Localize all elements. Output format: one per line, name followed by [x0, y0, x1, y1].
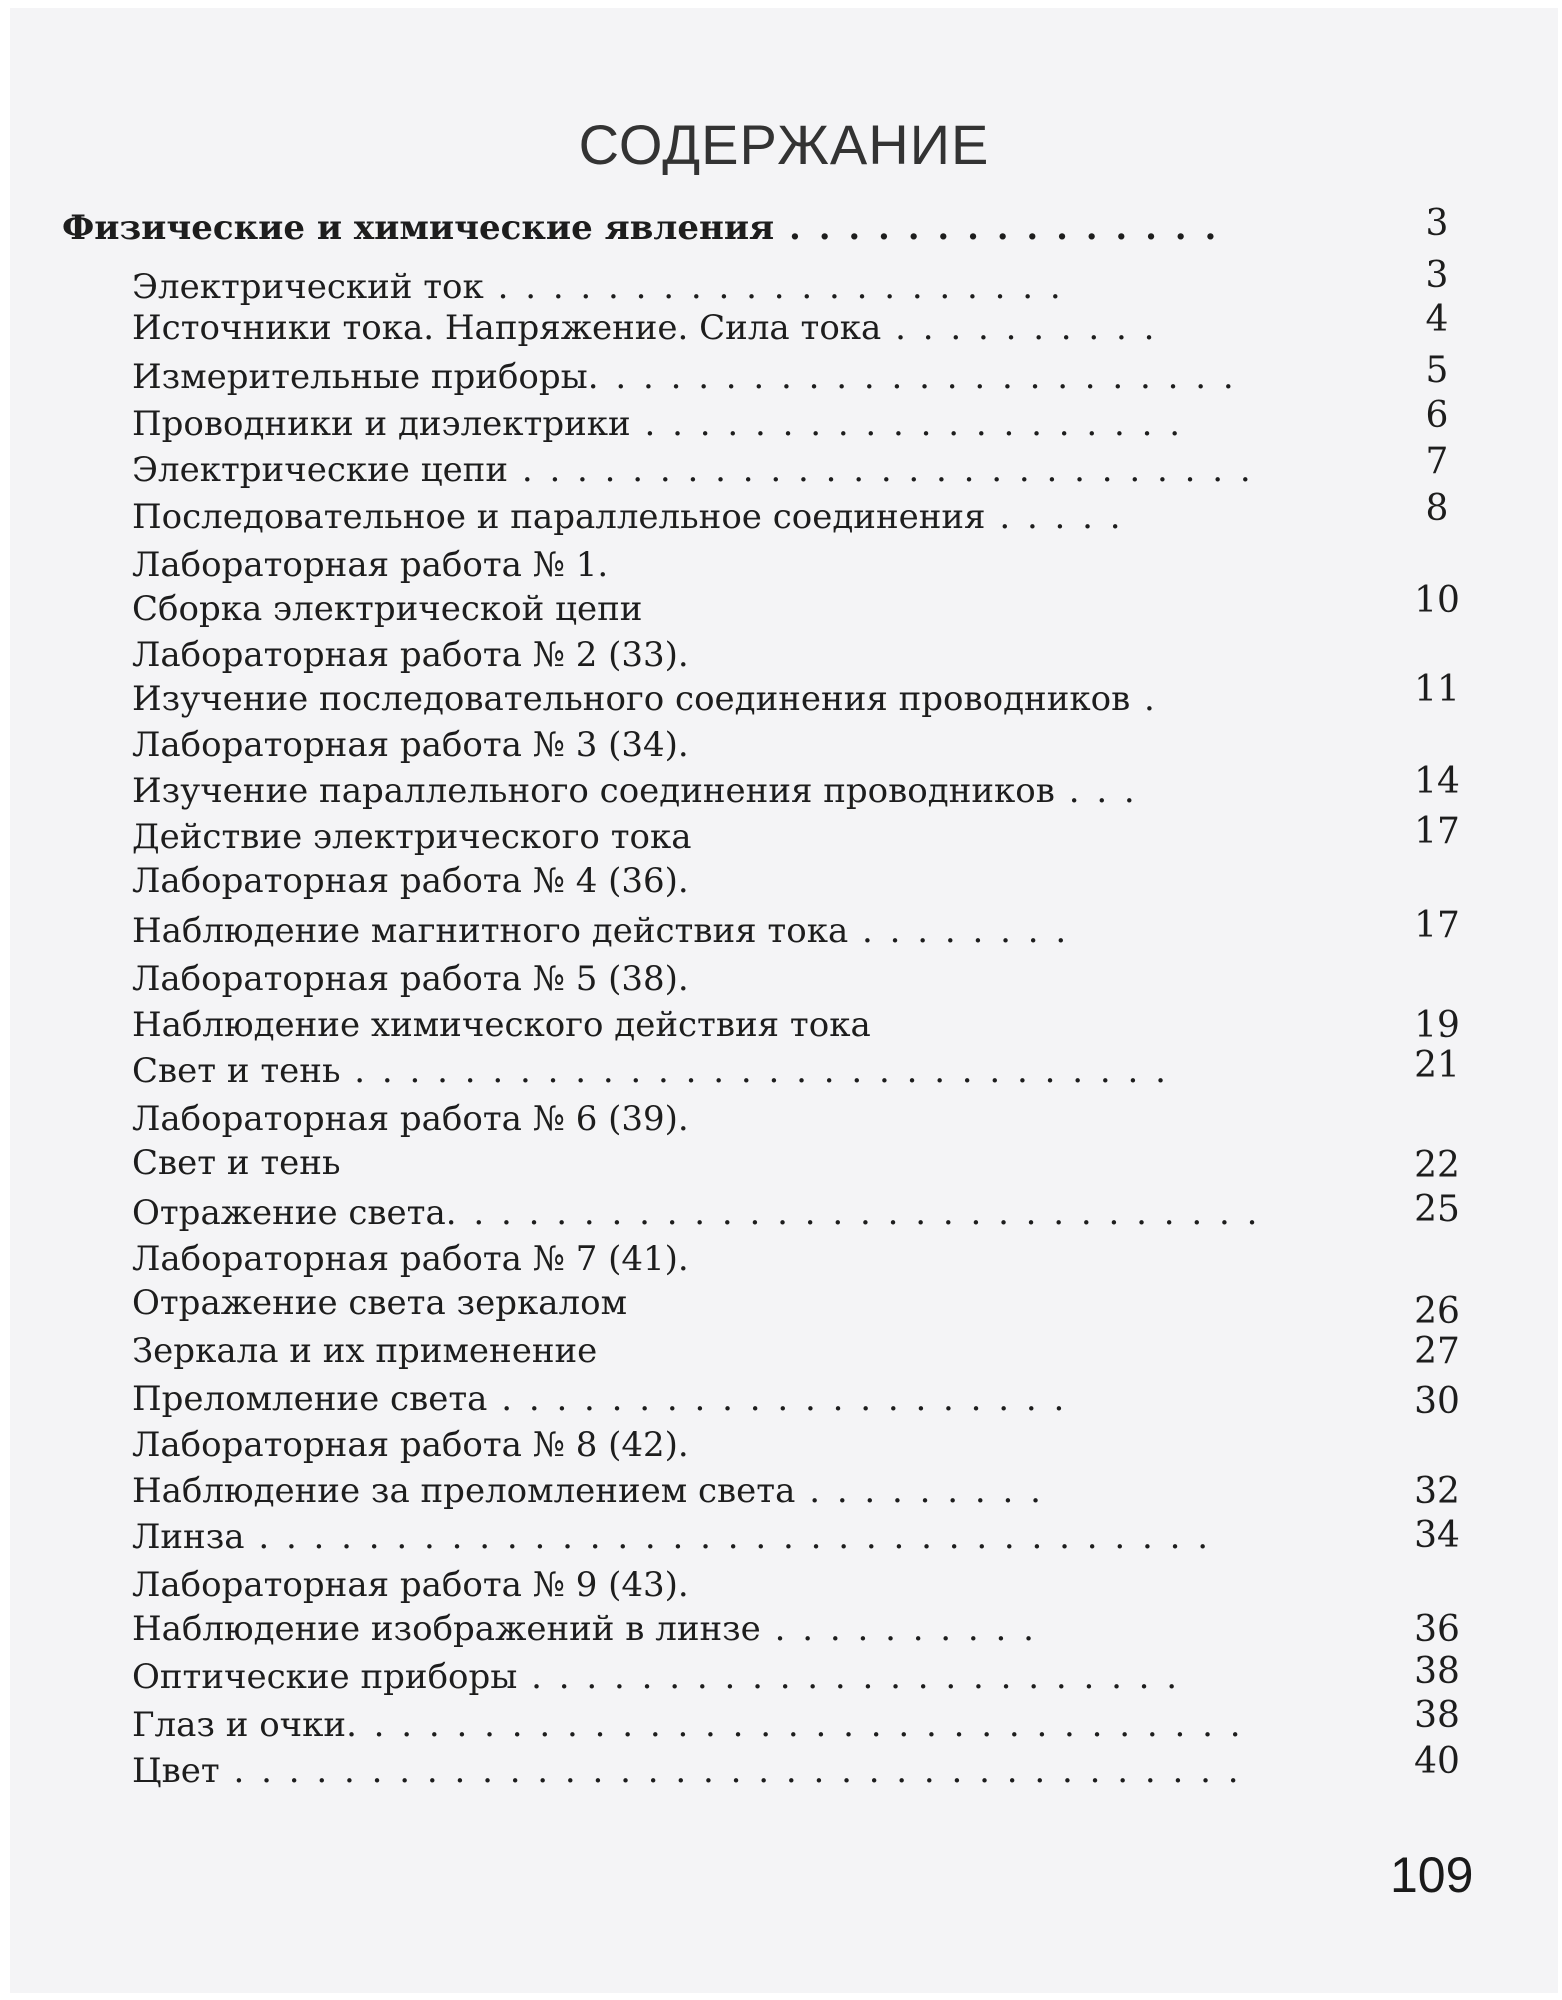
toc-entry — [132, 545, 609, 585]
toc-entry-title: Последовательное и параллельное соединения — [132, 497, 986, 537]
toc-entry-page: 34 — [1414, 1515, 1460, 1556]
leader-dots: . . . . . . . . . . . . . . . . . . . . . . . . . . . . . . . . . — [346, 1705, 1244, 1745]
leader-dots: . . . . . . . . . . . . . . . — [774, 208, 1220, 248]
leader-dots: . . . . . . . . . . — [760, 1609, 1037, 1649]
toc-entry — [132, 1283, 628, 1323]
toc-entry-page: 7 — [1425, 441, 1449, 482]
leader-dots: . . . . . . . . . — [795, 1471, 1044, 1511]
toc-entry-page: 5 — [1425, 350, 1449, 391]
toc-entry-page: 30 — [1414, 1381, 1460, 1422]
table-of-contents — [10, 8, 1558, 1993]
toc-entry-page: 19 — [1414, 1005, 1460, 1046]
leader-dots: . . . . . . . . . . . . . . . . . . . . . . . . . . . — [508, 450, 1254, 490]
toc-entry-title: Зеркала и их применение — [132, 1331, 598, 1371]
toc-entry — [132, 1565, 689, 1605]
page-number: 109 — [1390, 1847, 1474, 1903]
leader-dots: . . . . . . . . . . — [881, 308, 1158, 348]
toc-entry-title: Лабораторная работа № 9 (43). — [132, 1565, 689, 1605]
toc-entry-page: 17 — [1414, 811, 1460, 852]
toc-entry-page: 27 — [1414, 1331, 1460, 1372]
toc-entry-title: Оптические приборы — [132, 1657, 518, 1697]
toc-entry-title: Отражение света — [132, 1193, 446, 1233]
toc-entry-page: 10 — [1414, 580, 1460, 621]
toc-entry-title: Изучение параллельного соединения проводников — [132, 771, 1055, 811]
toc-entry-page: 38 — [1414, 1695, 1460, 1736]
toc-entry — [132, 911, 1070, 951]
leader-dots: . — [1130, 679, 1158, 719]
leader-dots: . . . . . — [985, 497, 1124, 537]
toc-entry — [132, 1517, 1212, 1557]
toc-entry — [132, 267, 1064, 307]
toc-entry-page: 4 — [1425, 299, 1449, 340]
toc-entry-title: Наблюдение за преломлением света — [132, 1471, 796, 1511]
toc-entry-title: Лабораторная работа № 8 (42). — [132, 1425, 689, 1465]
toc-entry-title: Глаз и очки — [132, 1705, 347, 1745]
toc-entry-title: Свет и тень — [132, 1051, 341, 1091]
leader-dots: . . . . . . . . . . . . . . . . . . . . . . . . . . . . . . — [340, 1051, 1169, 1091]
toc-entry-page: 40 — [1414, 1741, 1460, 1782]
toc-entry-page: 14 — [1414, 761, 1460, 802]
leader-dots: . . . . . . . . . . . . . . . . . . . . . . . . — [517, 1657, 1181, 1697]
toc-entry-title: Лабораторная работа № 2 (33). — [132, 635, 689, 675]
toc-entry-title: Изучение последовательного соединения проводников — [132, 679, 1131, 719]
toc-entry-title: Свет и тень — [132, 1143, 341, 1183]
toc-entry — [132, 1425, 689, 1465]
toc-entry-page: 17 — [1414, 905, 1460, 946]
toc-entry — [132, 817, 692, 857]
toc-entry-title: Лабораторная работа № 1. — [132, 545, 609, 585]
toc-entry-page: 32 — [1414, 1471, 1460, 1512]
toc-entry-title: Лабораторная работа № 6 (39). — [132, 1099, 689, 1139]
toc-entry-title: Наблюдение химического действия тока — [132, 1005, 871, 1045]
toc-entry-title: Проводники и диэлектрики — [132, 404, 631, 444]
toc-entry — [132, 1143, 341, 1183]
leader-dots: . . . . . . . . . . . . . . . . . . . . . . . . . . . . . . . . . . . . . — [219, 1751, 1242, 1791]
toc-entry-page: 3 — [1425, 203, 1449, 244]
toc-entry — [132, 1705, 1244, 1745]
leader-dots: . . . . . . . . — [848, 911, 1070, 951]
toc-entry-page: 8 — [1425, 488, 1449, 529]
toc-entry-page: 25 — [1414, 1189, 1460, 1230]
toc-entry — [132, 1331, 598, 1371]
toc-entry — [132, 1193, 1261, 1233]
toc-entry — [132, 1657, 1181, 1697]
toc-entry-page: 38 — [1414, 1651, 1460, 1692]
toc-entry-page: 11 — [1414, 669, 1460, 710]
toc-entry-page: 3 — [1425, 255, 1449, 296]
toc-entry-page: 36 — [1414, 1609, 1460, 1650]
toc-entry — [132, 1051, 1169, 1091]
toc-entry-title: Линза — [132, 1517, 245, 1557]
toc-entry-page: 26 — [1414, 1291, 1460, 1332]
toc-entry — [132, 1751, 1242, 1791]
leader-dots: . . . . . . . . . . . . . . . . . . . . — [630, 404, 1184, 444]
toc-entry — [132, 635, 689, 675]
leader-dots: . . . — [1054, 771, 1138, 811]
toc-entry-title: Сборка электрической цепи — [132, 589, 643, 629]
toc-entry-title: Электрические цепи — [132, 450, 509, 490]
page-title: СОДЕРЖАНИЕ — [578, 113, 990, 176]
toc-entry — [132, 1005, 871, 1045]
toc-entry-title: Физические и химические явления — [62, 208, 775, 248]
toc-entry — [132, 450, 1254, 490]
toc-entry-title: Лабораторная работа № 5 (38). — [132, 959, 689, 999]
toc-section — [62, 208, 1220, 248]
toc-entry-title: Преломление света — [132, 1379, 488, 1419]
toc-entry — [132, 1379, 1068, 1419]
toc-entry-title: Лабораторная работа № 4 (36). — [132, 861, 689, 901]
toc-entry — [132, 725, 689, 765]
toc-entry — [132, 679, 1158, 719]
leader-dots: . . . . . . . . . . . . . . . . . . . . . — [487, 1379, 1068, 1419]
toc-entry-page: 22 — [1414, 1145, 1460, 1186]
toc-entry — [132, 1471, 1044, 1511]
toc-entry — [132, 861, 689, 901]
leader-dots: . . . . . . . . . . . . . . . . . . . . . . . . . . . . . . . . . . . — [244, 1517, 1212, 1557]
toc-entry-title: Действие электрического тока — [132, 817, 692, 857]
toc-entry — [132, 771, 1138, 811]
toc-entry — [132, 959, 689, 999]
toc-entry-page: 21 — [1414, 1045, 1460, 1086]
toc-entry-title: Электрический ток — [132, 267, 484, 307]
toc-entry-title: Измерительные приборы — [132, 357, 588, 397]
toc-entry-page: 6 — [1425, 395, 1449, 436]
toc-entry — [132, 1609, 1037, 1649]
document-page — [10, 8, 1558, 1993]
toc-entry-title: Наблюдение изображений в линзе — [132, 1609, 761, 1649]
toc-entry — [132, 308, 1158, 348]
toc-entry — [132, 404, 1184, 444]
toc-entry — [132, 589, 643, 629]
toc-entry — [132, 1239, 689, 1279]
leader-dots: . . . . . . . . . . . . . . . . . . . . . — [483, 267, 1064, 307]
leader-dots: . . . . . . . . . . . . . . . . . . . . . . . . . . . . . . — [445, 1193, 1261, 1233]
toc-entry-title: Наблюдение магнитного действия тока — [132, 911, 849, 951]
toc-entry — [132, 357, 1237, 397]
toc-entry-title: Лабораторная работа № 7 (41). — [132, 1239, 689, 1279]
toc-entry-title: Источники тока. Напряжение. Сила тока — [132, 308, 882, 348]
toc-entry-title: Лабораторная работа № 3 (34). — [132, 725, 689, 765]
toc-entry-title: Цвет — [132, 1751, 220, 1791]
toc-entry — [132, 497, 1124, 537]
toc-entry-title: Отражение света зеркалом — [132, 1283, 628, 1323]
leader-dots: . . . . . . . . . . . . . . . . . . . . . . . . — [587, 357, 1237, 397]
toc-entry — [132, 1099, 689, 1139]
